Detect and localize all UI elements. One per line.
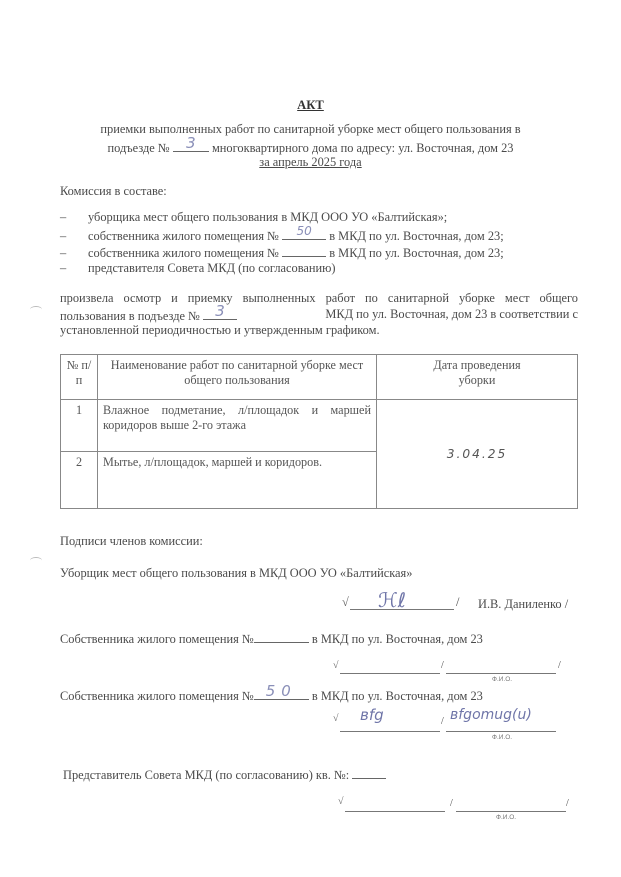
subtitle-line-1: приемки выполненных работ по санитарной уборке мест общего пользования в xyxy=(100,122,521,136)
row-1-work: Влажное подметание, л/площадок и маршей коридоров выше 2-го этажа xyxy=(98,400,377,452)
representative-check-mark: √ xyxy=(338,796,344,807)
header-date: Дата проведения уборки xyxy=(377,355,578,400)
owner-2-fio-line[interactable] xyxy=(446,730,556,732)
representative-signature-line[interactable] xyxy=(345,810,445,812)
commission-member-4: – представителя Совета МКД (по согласованию) xyxy=(60,261,336,275)
slash: / xyxy=(450,798,453,809)
fio-caption: Ф.И.О. xyxy=(496,814,517,821)
signatures-heading: Подписи членов комиссии: xyxy=(60,534,203,548)
owner-1-label: Собственника жилого помещения № в МКД по ул. Восточная, дом 23 xyxy=(60,632,483,646)
representative-fio-line[interactable] xyxy=(456,810,566,812)
commission-member-3: – собственника жилого помещения № в МКД по ул. Восточная, дом 23; xyxy=(60,246,504,260)
fio-caption: Ф.И.О. xyxy=(492,734,513,741)
slash: / xyxy=(558,660,561,671)
scan-mark xyxy=(30,306,42,313)
slash: / xyxy=(441,660,444,671)
owner-2-label: Собственника жилого помещения № 50 в МКД по ул. Восточная, дом 23 xyxy=(60,682,483,703)
subtitle-line-2 xyxy=(0,134,621,156)
commission-member-1: – уборщика мест общего пользования в МКД ООО УО «Балтийская»; xyxy=(60,210,448,224)
slash: / xyxy=(441,716,444,727)
report-period: за апрель 2025 года xyxy=(259,155,362,169)
owner-1-apartment-field[interactable] xyxy=(254,630,309,643)
owner-1-fio-line[interactable] xyxy=(446,672,556,674)
cleaner-check-mark: √ xyxy=(342,595,349,609)
owner-2-check-mark: √ xyxy=(333,713,339,724)
table-header-row xyxy=(61,355,578,400)
subtitle-suffix: многоквартирного дома по адресу: ул. Восточная, дом 23 xyxy=(211,141,514,155)
representative-apartment-field[interactable] xyxy=(352,766,386,779)
slash: / xyxy=(456,595,460,609)
statement-line-3: установленной периодичностью и утвержденным графиком. xyxy=(60,323,380,337)
statement-line-1: произвела осмотр и приемку выполненных работ по санитарной уборке мест общего xyxy=(60,291,578,305)
works-table xyxy=(60,354,578,509)
owner-2-fio-handwritten: вfgomug(u) xyxy=(450,707,532,723)
table-row xyxy=(61,400,578,452)
cleaning-date-cell[interactable]: 3.04.25 xyxy=(377,400,578,509)
cleaner-label: Уборщик мест общего пользования в МКД ООО УО «Балтийская» xyxy=(60,566,413,580)
owner-2-signature-line[interactable] xyxy=(340,730,440,732)
row-1-num: 1 xyxy=(61,400,98,452)
fio-caption: Ф.И.О. xyxy=(492,676,513,683)
entrance-number-field[interactable]: 3 xyxy=(173,139,209,152)
row-2-work: Мытье, л/площадок, маршей и коридоров. xyxy=(98,452,377,509)
commission-member-2: – собственника жилого помещения № 50 в МКД по ул. Восточная, дом 23; xyxy=(60,224,504,243)
owner-1-check-mark: √ xyxy=(333,660,339,671)
subtitle-prefix: подъезде № xyxy=(107,141,170,155)
cleaner-name: И.В. Даниленко / xyxy=(478,597,569,611)
document-title: АКТ xyxy=(297,98,324,112)
member-2-apartment-field[interactable]: 50 xyxy=(282,227,326,240)
owner-1-signature-line[interactable] xyxy=(340,672,440,674)
commission-heading: Комиссия в составе: xyxy=(60,184,167,198)
owner-2-apartment-field[interactable]: 50 xyxy=(254,687,309,700)
slash: / xyxy=(566,798,569,809)
header-num: № п/п xyxy=(61,355,98,400)
statement-entrance-field[interactable]: 3 xyxy=(203,307,237,320)
member-3-apartment-field[interactable] xyxy=(282,244,326,257)
representative-label: Представитель Совета МКД (по согласованию) кв. №: xyxy=(63,766,386,783)
scan-mark-2 xyxy=(30,557,42,564)
statement-line-2: пользования в подъезде № 3 МКД по ул. Восточная, дом 23 в соответствии с xyxy=(60,302,578,323)
owner-2-signature: вfg xyxy=(360,706,384,724)
cleaner-signature: ℋℓ xyxy=(378,588,407,612)
header-work-name: Наименование работ по санитарной уборке мест общего пользования xyxy=(98,355,377,400)
row-2-num: 2 xyxy=(61,452,98,509)
